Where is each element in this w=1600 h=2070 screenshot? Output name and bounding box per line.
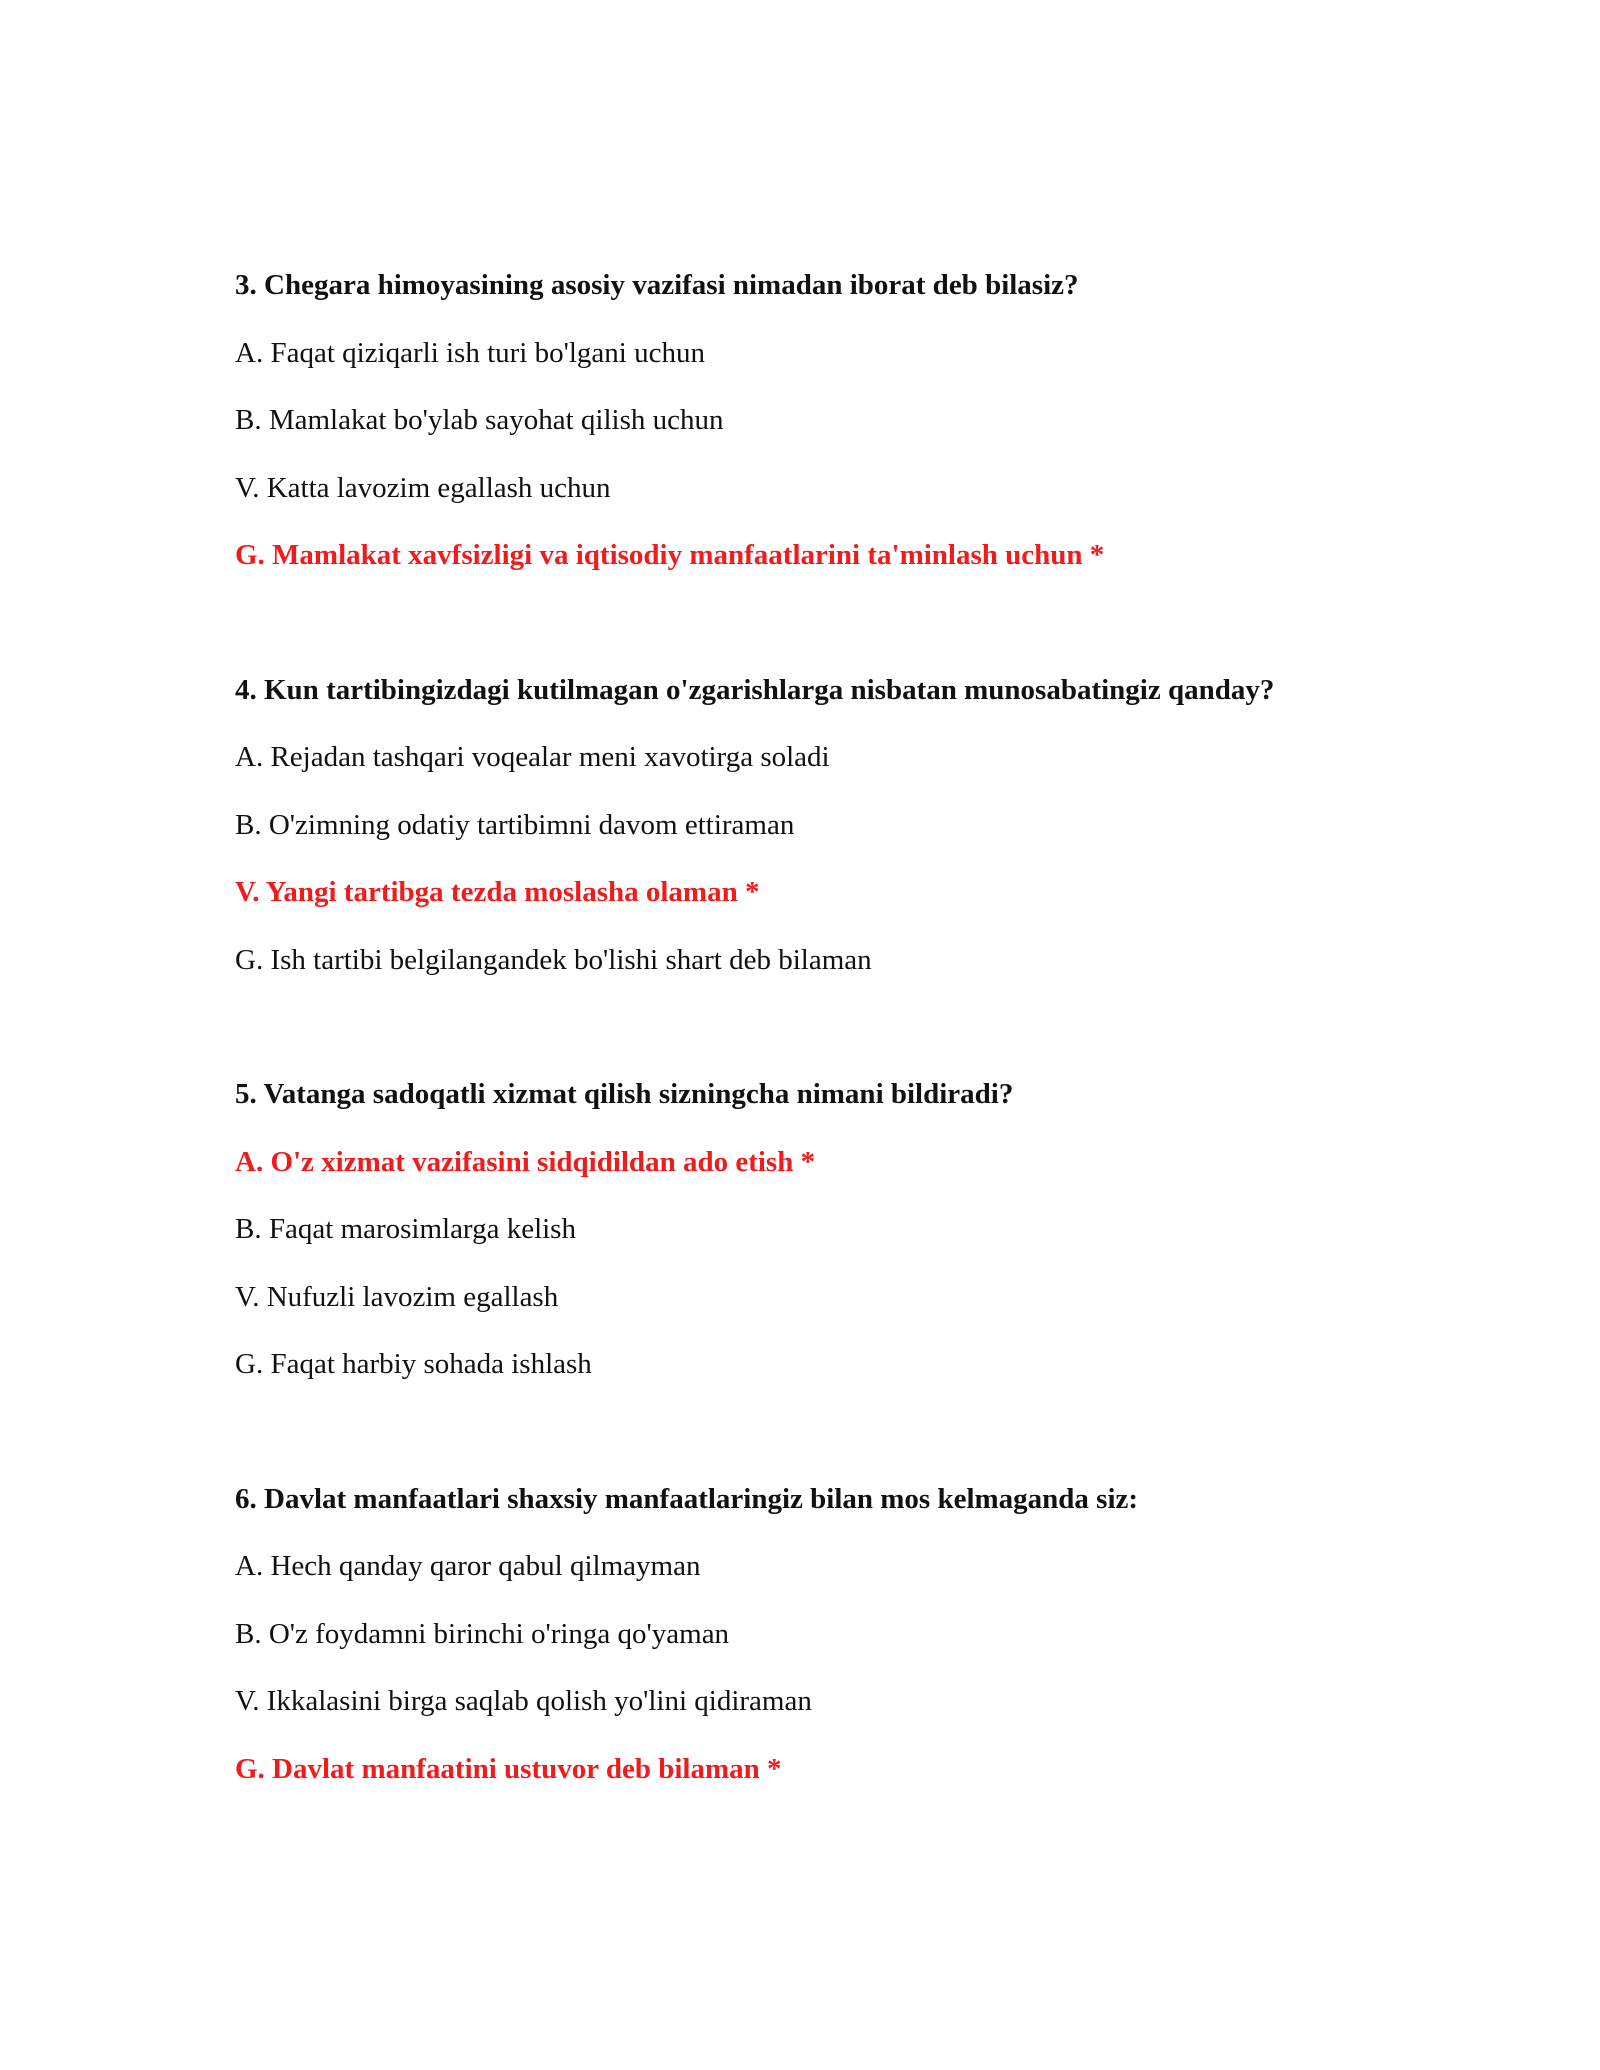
answer-option: G. Faqat harbiy sohada ishlash (235, 1348, 592, 1380)
answer-option: B. Mamlakat bo'ylab sayohat qilish uchun (235, 404, 724, 436)
question-6 (235, 1466, 1435, 1804)
document-page (235, 252, 1435, 1803)
question-title: 4. Kun tartibingizdagi kutilmagan o'zgarishlarga nisbatan munosabatingiz qanday? (235, 673, 1275, 706)
correct-answer-option: V. Yangi tartibga tezda moslasha olaman * (235, 876, 760, 908)
answer-option: A. Faqat qiziqarli ish turi bo'lgani uchun (235, 336, 705, 369)
answer-option: V. Nufuzli lavozim egallash (235, 1280, 559, 1313)
answer-option: V. Katta lavozim egallash uchun (235, 471, 611, 504)
correct-answer-option: A. O'z xizmat vazifasini sidqidildan ado etish * (235, 1145, 816, 1178)
question-title: 5. Vatanga sadoqatli xizmat qilish sizningcha nimani bildiradi? (235, 1078, 1014, 1110)
answer-option: B. O'z foydamni birinchi o'ringa qo'yaman (235, 1617, 730, 1650)
answer-option: B. Faqat marosimlarga kelish (235, 1213, 576, 1245)
answer-option: V. Ikkalasini birga saqlab qolish yo'lini qidiraman (235, 1685, 812, 1717)
question-3 (235, 252, 1435, 590)
correct-answer-option: G. Davlat manfaatini ustuvor deb bilaman * (235, 1752, 782, 1785)
answer-option: A. Rejadan tashqari voqealar meni xavotirga soladi (235, 741, 830, 773)
question-title: 3. Chegara himoyasining asosiy vazifasi nimadan iborat deb bilasiz? (235, 269, 1079, 301)
question-4 (235, 657, 1435, 995)
answer-option: G. Ish tartibi belgilangandek bo'lishi shart deb bilaman (235, 943, 872, 976)
question-title: 6. Davlat manfaatlari shaxsiy manfaatlaringiz bilan mos kelmaganda siz: (235, 1482, 1139, 1515)
answer-option: B. O'zimning odatiy tartibimni davom ettiraman (235, 808, 795, 841)
question-5 (235, 1061, 1435, 1399)
answer-option: A. Hech qanday qaror qabul qilmayman (235, 1550, 701, 1582)
correct-answer-option: G. Mamlakat xavfsizligi va iqtisodiy manfaatlarini ta'minlash uchun * (235, 539, 1105, 571)
